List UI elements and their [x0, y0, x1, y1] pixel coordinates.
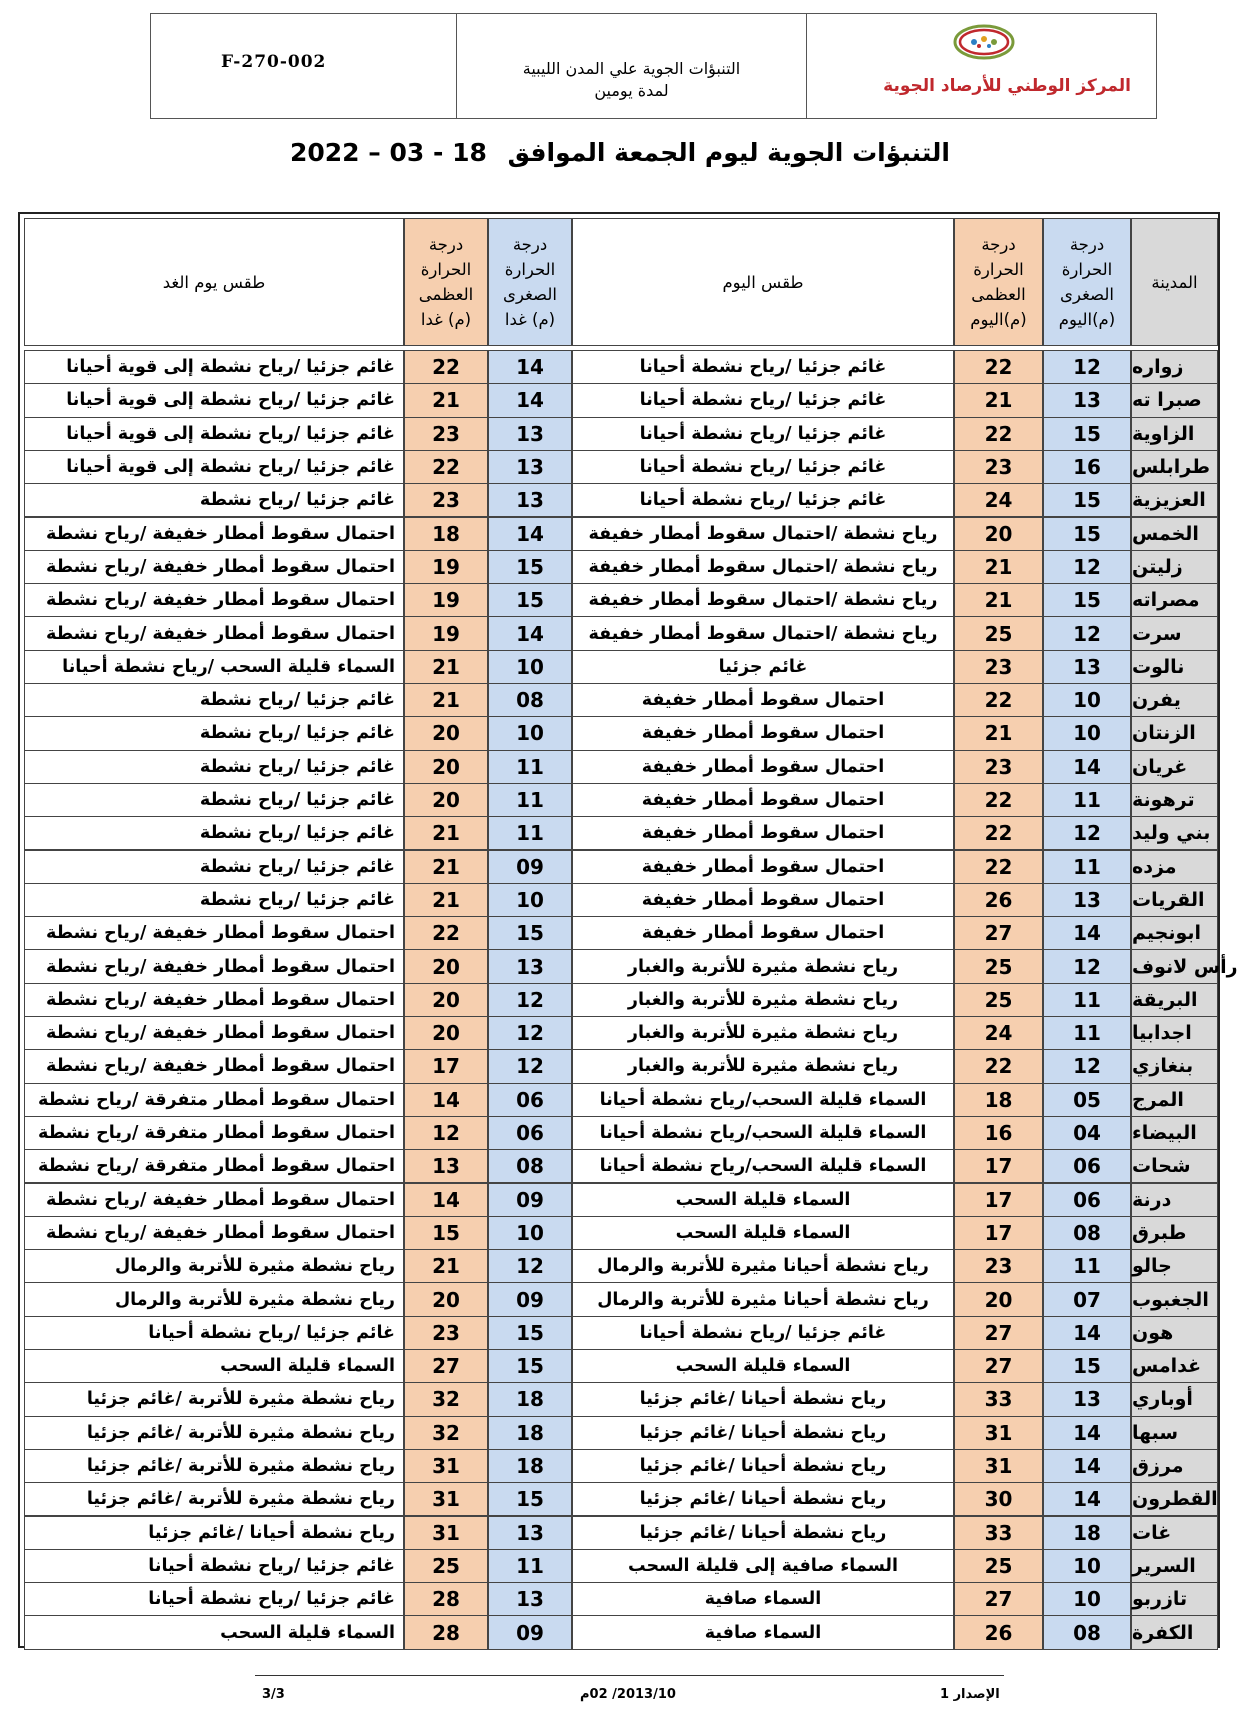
weather-today-cell: غائم جزئيا /رياح نشطة أحيانا — [572, 417, 954, 451]
min-tomorrow-cell: 14 — [488, 350, 572, 384]
weather-tomorrow-cell: غائم جزئيا /رياح نشطة — [24, 683, 404, 717]
weather-tomorrow-cell: غائم جزئيا /رياح نشطة إلى قوية أحيانا — [24, 417, 404, 451]
min-tomorrow-cell: 13 — [488, 417, 572, 451]
weather-tomorrow-cell: رياح نشطة مثيرة للأتربة والرمال — [24, 1282, 404, 1316]
max-today-cell: 27 — [954, 1316, 1043, 1350]
weather-today-cell: احتمال سقوط أمطار خفيفة — [572, 850, 954, 884]
min-tomorrow-cell: 15 — [488, 1316, 572, 1350]
min-tomorrow-cell: 13 — [488, 1516, 572, 1550]
max-tomorrow-cell: 20 — [404, 1282, 488, 1316]
column-header-min-today: درجة الحرارة الصغرى (م)اليوم — [1043, 218, 1131, 346]
min-tomorrow-cell: 11 — [488, 750, 572, 784]
weather-tomorrow-cell: احتمال سقوط أمطار خفيفة /رياح نشطة — [24, 916, 404, 950]
max-tomorrow-cell: 28 — [404, 1615, 488, 1649]
weather-today-cell: رياح نشطة أحيانا /غائم جزئيا — [572, 1516, 954, 1550]
weather-today-cell: رياح نشطة أحيانا /غائم جزئيا — [572, 1482, 954, 1516]
weather-today-cell: رياح نشطة /احتمال سقوط أمطار خفيفة — [572, 550, 954, 584]
max-tomorrow-cell: 27 — [404, 1349, 488, 1383]
min-tomorrow-cell: 09 — [488, 1282, 572, 1316]
max-tomorrow-cell: 31 — [404, 1482, 488, 1516]
city-cell: غات — [1131, 1516, 1218, 1550]
max-today-cell: 18 — [954, 1083, 1043, 1117]
min-tomorrow-cell: 08 — [488, 683, 572, 717]
weather-tomorrow-cell: غائم جزئيا /رياح نشطة أحيانا — [24, 1582, 404, 1616]
max-today-cell: 27 — [954, 916, 1043, 950]
min-today-cell: 15 — [1043, 483, 1131, 517]
city-cell: صبرا ته — [1131, 383, 1218, 417]
weather-today-cell: السماء قليلة السحب — [572, 1183, 954, 1217]
city-cell: الزاوية — [1131, 417, 1218, 451]
weather-today-cell: غائم جزئيا — [572, 650, 954, 684]
max-today-cell: 31 — [954, 1416, 1043, 1450]
min-today-cell: 13 — [1043, 1382, 1131, 1416]
max-tomorrow-cell: 20 — [404, 1016, 488, 1050]
max-tomorrow-cell: 22 — [404, 450, 488, 484]
max-tomorrow-cell: 23 — [404, 417, 488, 451]
min-tomorrow-cell: 11 — [488, 783, 572, 817]
city-cell: القطرون — [1131, 1482, 1218, 1516]
weather-today-cell: رياح نشطة مثيرة للأتربة والغبار — [572, 1049, 954, 1083]
met-logo-icon — [952, 22, 1016, 62]
max-today-cell: 22 — [954, 417, 1043, 451]
max-today-cell: 21 — [954, 383, 1043, 417]
min-tomorrow-cell: 09 — [488, 850, 572, 884]
max-today-cell: 23 — [954, 650, 1043, 684]
weather-tomorrow-cell: غائم جزئيا /رياح نشطة — [24, 816, 404, 850]
min-tomorrow-cell: 15 — [488, 1482, 572, 1516]
min-today-cell: 06 — [1043, 1149, 1131, 1183]
weather-today-cell: السماء صافية — [572, 1582, 954, 1616]
max-tomorrow-cell: 21 — [404, 683, 488, 717]
max-tomorrow-cell: 31 — [404, 1516, 488, 1550]
max-tomorrow-cell: 19 — [404, 583, 488, 617]
min-today-cell: 13 — [1043, 650, 1131, 684]
max-today-cell: 22 — [954, 816, 1043, 850]
weather-today-cell: رياح نشطة مثيرة للأتربة والغبار — [572, 983, 954, 1017]
max-tomorrow-cell: 13 — [404, 1149, 488, 1183]
max-tomorrow-cell: 19 — [404, 550, 488, 584]
weather-tomorrow-cell: احتمال سقوط أمطار خفيفة /رياح نشطة — [24, 983, 404, 1017]
column-header-city: المدينة — [1131, 218, 1218, 346]
max-today-cell: 24 — [954, 1016, 1043, 1050]
min-tomorrow-cell: 15 — [488, 550, 572, 584]
column-header-weather-tomorrow: طقس يوم الغد — [24, 218, 404, 346]
city-cell: ترهونة — [1131, 783, 1218, 817]
weather-tomorrow-cell: غائم جزئيا /رياح نشطة إلى قوية أحيانا — [24, 383, 404, 417]
min-tomorrow-cell: 14 — [488, 517, 572, 551]
max-today-cell: 33 — [954, 1516, 1043, 1550]
city-cell: المرج — [1131, 1083, 1218, 1117]
min-today-cell: 10 — [1043, 683, 1131, 717]
weather-tomorrow-cell: رياح نشطة مثيرة للأتربة /غائم جزئيا — [24, 1449, 404, 1483]
weather-tomorrow-cell: احتمال سقوط أمطار خفيفة /رياح نشطة — [24, 583, 404, 617]
city-cell: أوباري — [1131, 1382, 1218, 1416]
weather-tomorrow-cell: غائم جزئيا /رياح نشطة أحيانا — [24, 1316, 404, 1350]
city-cell: رأس لانوف — [1131, 949, 1218, 983]
page-title-date: 18 - 03 – 2022 — [289, 138, 487, 167]
min-today-cell: 07 — [1043, 1282, 1131, 1316]
max-today-cell: 31 — [954, 1449, 1043, 1483]
org-name: المركز الوطني للأرصاد الجوية — [883, 76, 1131, 96]
min-tomorrow-cell: 11 — [488, 1549, 572, 1583]
min-tomorrow-cell: 11 — [488, 816, 572, 850]
max-today-cell: 25 — [954, 949, 1043, 983]
max-today-cell: 33 — [954, 1382, 1043, 1416]
weather-today-cell: غائم جزئيا /رياح نشطة أحيانا — [572, 383, 954, 417]
min-tomorrow-cell: 14 — [488, 616, 572, 650]
city-cell: الجغبوب — [1131, 1282, 1218, 1316]
min-tomorrow-cell: 06 — [488, 1116, 572, 1150]
column-header-max-today: درجة الحرارة العظمى (م)اليوم — [954, 218, 1043, 346]
weather-tomorrow-cell: غائم جزئيا /رياح نشطة — [24, 750, 404, 784]
max-tomorrow-cell: 32 — [404, 1382, 488, 1416]
max-tomorrow-cell: 17 — [404, 1049, 488, 1083]
min-tomorrow-cell: 10 — [488, 716, 572, 750]
city-cell: البيضاء — [1131, 1116, 1218, 1150]
min-today-cell: 15 — [1043, 583, 1131, 617]
weather-today-cell: رياح نشطة أحيانا /غائم جزئيا — [572, 1416, 954, 1450]
max-today-cell: 22 — [954, 350, 1043, 384]
weather-today-cell: غائم جزئيا /رياح نشطة أحيانا — [572, 1316, 954, 1350]
min-tomorrow-cell: 06 — [488, 1083, 572, 1117]
column-header-weather-today: طقس اليوم — [572, 218, 954, 346]
weather-today-cell: رياح نشطة /احتمال سقوط أمطار خفيفة — [572, 583, 954, 617]
city-cell: طرابلس — [1131, 450, 1218, 484]
form-title-line2: لمدة يومين — [594, 81, 669, 100]
weather-today-cell: السماء صافية — [572, 1615, 954, 1649]
weather-today-cell: احتمال سقوط أمطار خفيفة — [572, 783, 954, 817]
max-tomorrow-cell: 31 — [404, 1449, 488, 1483]
min-tomorrow-cell: 12 — [488, 1249, 572, 1283]
weather-today-cell: احتمال سقوط أمطار خفيفة — [572, 816, 954, 850]
max-tomorrow-cell: 21 — [404, 883, 488, 917]
city-cell: الزنتان — [1131, 716, 1218, 750]
max-today-cell: 17 — [954, 1183, 1043, 1217]
city-cell: يفرن — [1131, 683, 1218, 717]
weather-tomorrow-cell: غائم جزئيا /رياح نشطة — [24, 783, 404, 817]
doc-code-cell — [151, 14, 457, 118]
min-today-cell: 14 — [1043, 1482, 1131, 1516]
max-today-cell: 20 — [954, 1282, 1043, 1316]
city-cell: جالو — [1131, 1249, 1218, 1283]
max-tomorrow-cell: 22 — [404, 350, 488, 384]
weather-today-cell: رياح نشطة أحيانا /غائم جزئيا — [572, 1449, 954, 1483]
max-today-cell: 26 — [954, 883, 1043, 917]
weather-today-cell: رياح نشطة /احتمال سقوط أمطار خفيفة — [572, 517, 954, 551]
max-today-cell: 21 — [954, 716, 1043, 750]
city-cell: مزده — [1131, 850, 1218, 884]
min-today-cell: 11 — [1043, 983, 1131, 1017]
min-today-cell: 08 — [1043, 1216, 1131, 1250]
min-tomorrow-cell: 13 — [488, 949, 572, 983]
min-tomorrow-cell: 13 — [488, 1582, 572, 1616]
max-tomorrow-cell: 12 — [404, 1116, 488, 1150]
min-today-cell: 12 — [1043, 350, 1131, 384]
min-today-cell: 11 — [1043, 850, 1131, 884]
max-today-cell: 27 — [954, 1582, 1043, 1616]
min-today-cell: 14 — [1043, 750, 1131, 784]
org-cell — [807, 14, 1156, 118]
city-cell: بنغازي — [1131, 1049, 1218, 1083]
max-tomorrow-cell: 32 — [404, 1416, 488, 1450]
page-title-text: التنبؤات الجوية ليوم الجمعة الموافق — [507, 138, 951, 167]
max-today-cell: 22 — [954, 683, 1043, 717]
max-today-cell: 20 — [954, 517, 1043, 551]
weather-tomorrow-cell: غائم جزئيا /رياح نشطة — [24, 850, 404, 884]
city-cell: سرت — [1131, 616, 1218, 650]
min-today-cell: 12 — [1043, 616, 1131, 650]
weather-today-cell: احتمال سقوط أمطار خفيفة — [572, 916, 954, 950]
min-tomorrow-cell: 15 — [488, 1349, 572, 1383]
max-tomorrow-cell: 14 — [404, 1083, 488, 1117]
weather-today-cell: رياح نشطة مثيرة للأتربة والغبار — [572, 1016, 954, 1050]
min-tomorrow-cell: 18 — [488, 1416, 572, 1450]
min-today-cell: 13 — [1043, 383, 1131, 417]
weather-today-cell: السماء قليلة السحب/رياح نشطة أحيانا — [572, 1149, 954, 1183]
max-tomorrow-cell: 23 — [404, 483, 488, 517]
min-tomorrow-cell: 15 — [488, 583, 572, 617]
footer-rule — [255, 1675, 1004, 1676]
max-today-cell: 26 — [954, 1615, 1043, 1649]
city-cell: الكفرة — [1131, 1615, 1218, 1649]
min-today-cell: 11 — [1043, 783, 1131, 817]
min-today-cell: 14 — [1043, 1416, 1131, 1450]
max-tomorrow-cell: 21 — [404, 650, 488, 684]
page-title — [0, 138, 1240, 167]
footer-page: 3/3 — [262, 1687, 285, 1702]
city-cell: العزيزية — [1131, 483, 1218, 517]
max-tomorrow-cell: 28 — [404, 1582, 488, 1616]
max-today-cell: 23 — [954, 1249, 1043, 1283]
weather-tomorrow-cell: غائم جزئيا /رياح نشطة — [24, 716, 404, 750]
max-tomorrow-cell: 20 — [404, 783, 488, 817]
weather-tomorrow-cell: رياح نشطة مثيرة للأتربة /غائم جزئيا — [24, 1382, 404, 1416]
max-tomorrow-cell: 18 — [404, 517, 488, 551]
min-tomorrow-cell: 09 — [488, 1183, 572, 1217]
min-tomorrow-cell: 09 — [488, 1615, 572, 1649]
min-today-cell: 16 — [1043, 450, 1131, 484]
max-tomorrow-cell: 21 — [404, 383, 488, 417]
min-today-cell: 08 — [1043, 1615, 1131, 1649]
weather-today-cell: السماء قليلة السحب — [572, 1349, 954, 1383]
max-tomorrow-cell: 20 — [404, 716, 488, 750]
weather-today-cell: احتمال سقوط أمطار خفيفة — [572, 883, 954, 917]
max-tomorrow-cell: 19 — [404, 616, 488, 650]
max-tomorrow-cell: 23 — [404, 1316, 488, 1350]
city-cell: مصراته — [1131, 583, 1218, 617]
weather-tomorrow-cell: غائم جزئيا /رياح نشطة أحيانا — [24, 1549, 404, 1583]
min-tomorrow-cell: 12 — [488, 1016, 572, 1050]
weather-tomorrow-cell: غائم جزئيا /رياح نشطة — [24, 883, 404, 917]
max-today-cell: 22 — [954, 1049, 1043, 1083]
weather-today-cell: رياح نشطة أحيانا /غائم جزئيا — [572, 1382, 954, 1416]
form-header — [150, 13, 1157, 119]
max-tomorrow-cell: 20 — [404, 750, 488, 784]
weather-tomorrow-cell: احتمال سقوط أمطار خفيفة /رياح نشطة — [24, 1049, 404, 1083]
city-cell: زواره — [1131, 350, 1218, 384]
weather-today-cell: السماء صافية إلى قليلة السحب — [572, 1549, 954, 1583]
min-today-cell: 12 — [1043, 816, 1131, 850]
min-tomorrow-cell: 13 — [488, 450, 572, 484]
max-today-cell: 30 — [954, 1482, 1043, 1516]
city-cell: بني وليد — [1131, 816, 1218, 850]
min-today-cell: 06 — [1043, 1183, 1131, 1217]
min-tomorrow-cell: 15 — [488, 916, 572, 950]
weather-tomorrow-cell: احتمال سقوط أمطار خفيفة /رياح نشطة — [24, 1216, 404, 1250]
city-cell: غدامس — [1131, 1349, 1218, 1383]
min-tomorrow-cell: 12 — [488, 1049, 572, 1083]
weather-tomorrow-cell: احتمال سقوط أمطار خفيفة /رياح نشطة — [24, 550, 404, 584]
max-today-cell: 22 — [954, 850, 1043, 884]
form-title-cell — [457, 14, 807, 118]
min-tomorrow-cell: 10 — [488, 1216, 572, 1250]
form-title-line1: التنبؤات الجوية علي المدن الليبية — [522, 59, 741, 78]
forecast-table — [18, 212, 1238, 1648]
max-today-cell: 17 — [954, 1149, 1043, 1183]
weather-tomorrow-cell: احتمال سقوط أمطار خفيفة /رياح نشطة — [24, 1016, 404, 1050]
max-tomorrow-cell: 21 — [404, 816, 488, 850]
max-today-cell: 22 — [954, 783, 1043, 817]
max-today-cell: 17 — [954, 1216, 1043, 1250]
weather-tomorrow-cell: احتمال سقوط أمطار خفيفة /رياح نشطة — [24, 616, 404, 650]
weather-tomorrow-cell: غائم جزئيا /رياح نشطة إلى قوية أحيانا — [24, 450, 404, 484]
city-cell: طبرق — [1131, 1216, 1218, 1250]
min-tomorrow-cell: 08 — [488, 1149, 572, 1183]
weather-tomorrow-cell: احتمال سقوط أمطار متفرقة /رياح نشطة — [24, 1083, 404, 1117]
weather-tomorrow-cell: احتمال سقوط أمطار خفيفة /رياح نشطة — [24, 517, 404, 551]
min-today-cell: 15 — [1043, 1349, 1131, 1383]
max-tomorrow-cell: 22 — [404, 916, 488, 950]
max-today-cell: 25 — [954, 1549, 1043, 1583]
weather-today-cell: السماء قليلة السحب/رياح نشطة أحيانا — [572, 1083, 954, 1117]
max-today-cell: 25 — [954, 983, 1043, 1017]
max-today-cell: 24 — [954, 483, 1043, 517]
min-tomorrow-cell: 18 — [488, 1449, 572, 1483]
min-tomorrow-cell: 10 — [488, 650, 572, 684]
min-today-cell: 15 — [1043, 417, 1131, 451]
doc-code: F-270-002 — [221, 52, 327, 72]
city-cell: نالوت — [1131, 650, 1218, 684]
max-today-cell: 23 — [954, 750, 1043, 784]
column-header-min-tomorrow: درجة الحرارة الصغرى (م) غدا — [488, 218, 572, 346]
weather-today-cell: السماء قليلة السحب — [572, 1216, 954, 1250]
min-today-cell: 14 — [1043, 1449, 1131, 1483]
min-today-cell: 18 — [1043, 1516, 1131, 1550]
min-today-cell: 11 — [1043, 1016, 1131, 1050]
max-today-cell: 25 — [954, 616, 1043, 650]
min-today-cell: 12 — [1043, 949, 1131, 983]
weather-tomorrow-cell: غائم جزئيا /رياح نشطة — [24, 483, 404, 517]
min-today-cell: 12 — [1043, 1049, 1131, 1083]
city-cell: درنة — [1131, 1183, 1218, 1217]
max-tomorrow-cell: 20 — [404, 949, 488, 983]
weather-tomorrow-cell: غائم جزئيا /رياح نشطة إلى قوية أحيانا — [24, 350, 404, 384]
weather-tomorrow-cell: السماء قليلة السحب — [24, 1349, 404, 1383]
min-today-cell: 04 — [1043, 1116, 1131, 1150]
min-today-cell: 14 — [1043, 916, 1131, 950]
weather-tomorrow-cell: رياح نشطة مثيرة للأتربة /غائم جزئيا — [24, 1482, 404, 1516]
weather-tomorrow-cell: رياح نشطة أحيانا /غائم جزئيا — [24, 1516, 404, 1550]
min-today-cell: 05 — [1043, 1083, 1131, 1117]
city-cell: ابونجيم — [1131, 916, 1218, 950]
weather-tomorrow-cell: السماء قليلة السحب — [24, 1615, 404, 1649]
weather-tomorrow-cell: احتمال سقوط أمطار متفرقة /رياح نشطة — [24, 1149, 404, 1183]
min-today-cell: 14 — [1043, 1316, 1131, 1350]
min-today-cell: 13 — [1043, 883, 1131, 917]
min-tomorrow-cell: 10 — [488, 883, 572, 917]
max-tomorrow-cell: 20 — [404, 983, 488, 1017]
footer-date: 2013/10/ 02م — [580, 1687, 676, 1702]
min-tomorrow-cell: 18 — [488, 1382, 572, 1416]
weather-tomorrow-cell: احتمال سقوط أمطار خفيفة /رياح نشطة — [24, 1183, 404, 1217]
city-cell: هون — [1131, 1316, 1218, 1350]
max-today-cell: 27 — [954, 1349, 1043, 1383]
max-today-cell: 21 — [954, 550, 1043, 584]
weather-today-cell: غائم جزئيا /رياح نشطة أحيانا — [572, 450, 954, 484]
weather-today-cell: رياح نشطة مثيرة للأتربة والغبار — [572, 949, 954, 983]
min-today-cell: 11 — [1043, 1249, 1131, 1283]
weather-tomorrow-cell: احتمال سقوط أمطار خفيفة /رياح نشطة — [24, 949, 404, 983]
max-tomorrow-cell: 15 — [404, 1216, 488, 1250]
weather-today-cell: السماء قليلة السحب/رياح نشطة أحيانا — [572, 1116, 954, 1150]
city-cell: البريقة — [1131, 983, 1218, 1017]
weather-today-cell: رياح نشطة /احتمال سقوط أمطار خفيفة — [572, 616, 954, 650]
max-tomorrow-cell: 25 — [404, 1549, 488, 1583]
min-today-cell: 10 — [1043, 1549, 1131, 1583]
max-tomorrow-cell: 14 — [404, 1183, 488, 1217]
city-cell: تازربو — [1131, 1582, 1218, 1616]
weather-today-cell: رياح نشطة أحيانا مثيرة للأتربة والرمال — [572, 1249, 954, 1283]
max-tomorrow-cell: 21 — [404, 850, 488, 884]
weather-today-cell: احتمال سقوط أمطار خفيفة — [572, 750, 954, 784]
city-cell: الخمس — [1131, 517, 1218, 551]
weather-today-cell: احتمال سقوط أمطار خفيفة — [572, 683, 954, 717]
weather-tomorrow-cell: رياح نشطة مثيرة للأتربة والرمال — [24, 1249, 404, 1283]
city-cell: السرير — [1131, 1549, 1218, 1583]
max-today-cell: 23 — [954, 450, 1043, 484]
weather-today-cell: غائم جزئيا /رياح نشطة أحيانا — [572, 350, 954, 384]
city-cell: اجدابيا — [1131, 1016, 1218, 1050]
min-today-cell: 12 — [1043, 550, 1131, 584]
min-today-cell: 10 — [1043, 716, 1131, 750]
city-cell: مرزق — [1131, 1449, 1218, 1483]
max-tomorrow-cell: 21 — [404, 1249, 488, 1283]
min-tomorrow-cell: 13 — [488, 483, 572, 517]
weather-today-cell: رياح نشطة أحيانا مثيرة للأتربة والرمال — [572, 1282, 954, 1316]
city-cell: زليتن — [1131, 550, 1218, 584]
footer-issue: الإصدار 1 — [940, 1687, 1000, 1702]
min-today-cell: 15 — [1043, 517, 1131, 551]
weather-tomorrow-cell: رياح نشطة مثيرة للأتربة /غائم جزئيا — [24, 1416, 404, 1450]
weather-today-cell: غائم جزئيا /رياح نشطة أحيانا — [572, 483, 954, 517]
weather-tomorrow-cell: احتمال سقوط أمطار متفرقة /رياح نشطة — [24, 1116, 404, 1150]
min-today-cell: 10 — [1043, 1582, 1131, 1616]
min-tomorrow-cell: 12 — [488, 983, 572, 1017]
city-cell: القريات — [1131, 883, 1218, 917]
city-cell: غريان — [1131, 750, 1218, 784]
max-today-cell: 21 — [954, 583, 1043, 617]
weather-tomorrow-cell: السماء قليلة السحب /رياح نشطة أحيانا — [24, 650, 404, 684]
city-cell: سبها — [1131, 1416, 1218, 1450]
city-cell: شحات — [1131, 1149, 1218, 1183]
min-tomorrow-cell: 14 — [488, 383, 572, 417]
max-today-cell: 16 — [954, 1116, 1043, 1150]
weather-today-cell: احتمال سقوط أمطار خفيفة — [572, 716, 954, 750]
column-header-max-tomorrow: درجة الحرارة العظمى (م) غدا — [404, 218, 488, 346]
